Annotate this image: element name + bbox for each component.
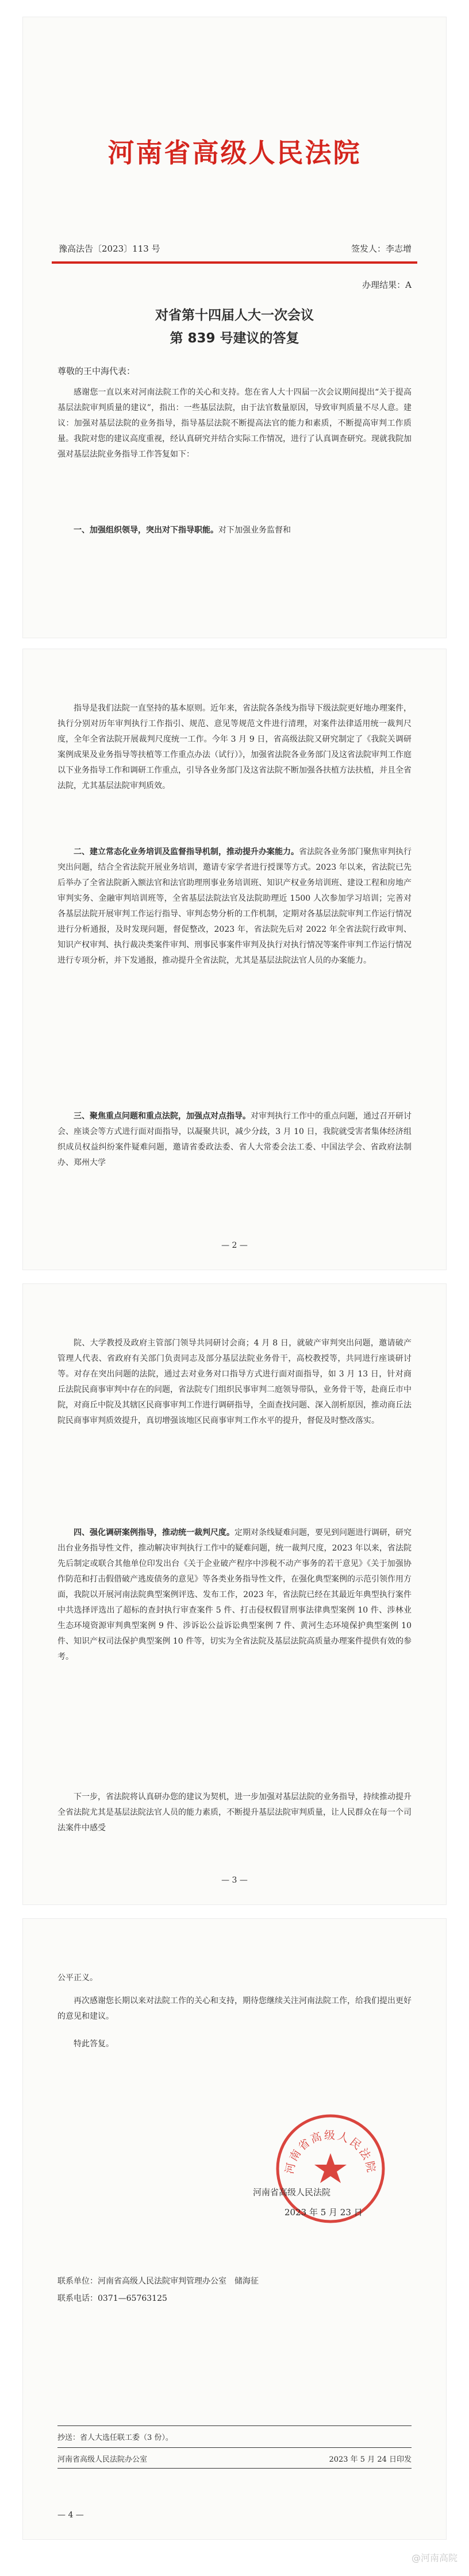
reply-title-line-2: 第 839 号建议的答复 — [170, 331, 299, 346]
issuing-office: 河南省高级人民法院办公室 — [57, 2455, 148, 2464]
seal-lettering: 河南省高级人民法院 — [283, 2129, 378, 2176]
section-3-text: 对审判执行工作中的重点问题，通过召开研讨会、座谈会等方式进行面对面指导，以凝聚共识，减少分歧，3 月 10 日，我院就受害者集体经济组织成员权益纠纷案件疑难问题，邀请省委政法委、省人大常委会法工委、中国法学会、省政府法制办、郑州大学 — [57, 1112, 412, 1167]
section-2-heading: 二、建立常态化业务培训及监督指导机制，推动提升办案能力。 — [74, 847, 299, 857]
signer: 签发人：李志增 — [351, 244, 412, 254]
section-4 — [57, 1525, 412, 1665]
page-number-2: — 2 — — [221, 1241, 248, 1250]
document-number: 豫高法告〔2023〕113 号 — [59, 244, 160, 254]
cc-bottom-rule — [57, 2468, 412, 2469]
reply-date: 2023 年 5 月 23 日 — [285, 2207, 363, 2218]
closing-phrase-text: 特此答复。 — [74, 2039, 114, 2049]
watermark: @河南高院 — [411, 2552, 458, 2563]
section-1-continued — [57, 701, 412, 794]
closing-phrase — [57, 2037, 412, 2052]
issuing-organization: 河南省高级人民法院 — [253, 2187, 331, 2197]
page-1 — [23, 17, 446, 638]
section-3-continued-text: 院、大学教授及政府主管部门领导共同研讨会商；4 月 8 日，就破产审判突出问题，邀请破产管理人代表、省政府有关部门负责同志及部分基层法院业务骨干，高校教授等，共同进行座谈研讨等。对存在突出问题的法院，通过去对业务对口指导方式进行面对面指导，如 3 月 13 日，针对商丘法院民商事审判中存在的问题，省法院专门组织民事审判二庭领导带队，业务骨干等，赴商丘市中院，对商丘中院及其辖区民商事审判工作进行调研指导，全面查找问题、深入剖析原因，推动商丘法院民商事审判质效提升，真切增强该地区民商事审判工作水平的提升，督促及时整改落实。 — [57, 1339, 412, 1425]
section-2 — [57, 844, 412, 969]
section-1-continued-text: 指导是我们法院一直坚持的基本原则。近年来，省法院各条线为指导下级法院更好地办理案件，执行分别对历年审判执行工作指引、规范、意见等规范文件进行清理，对案件法律适用统一裁判尺度，全年全省法院开展裁判尺度统一工作。今年 3 月 9 日，省高级法院又研究制定了《我院关调研案例成果及业务指导等扶植等工作重点办法（试行）》，加强省法院各业务部门及这省法院审判工作庭以下业务指导工作和调研工作重点，引导各业务部门及这省法院不断加强各扶植方法扶植，并且全省法院，尤其基层法院审判质效。 — [57, 704, 412, 790]
closing-fragment-text: 公平正义。 — [57, 1973, 98, 1983]
page-3 — [23, 1284, 446, 1904]
cc-line: 抄送：省人大选任联工委（3 份）。 — [57, 2434, 173, 2442]
contact-phone: 联系电话：0371—65763125 — [57, 2294, 167, 2303]
salutation: 尊敬的王中海代表： — [57, 366, 136, 376]
section-3-continued — [57, 1336, 412, 1429]
intro-text: 感谢您一直以来对河南法院工作的关心和支持。您在省人大十四届一次会议期间提出“关于提高基层法院审判质量的建议”，指出：一些基层法院，由于法官数量原因，导致审判质量不尽人意。建议：加强对基层法院的业务指导，指导基层法院不断提高法官的能力和素质，不断提高审判工作质量。我院对您的建议高度重视，经认真研究并结合实际工作情况，进行了认真调查研究。现就我院加强对基层法院业务指导工作答复如下： — [57, 388, 412, 459]
closing-fragment — [57, 1970, 412, 1986]
next-steps-paragraph — [57, 1790, 412, 1836]
cc-top-rule — [57, 2425, 412, 2426]
section-1-start — [57, 523, 412, 538]
page-2 — [23, 649, 446, 1270]
section-2-text: 省法院各业务部门聚焦审判执行突出问题，结合全省法院开展业务培训，邀请专家学者进行授课等方式。2023 年以来，省法院已先后举办了全省法院新入额法官和法官助理刑事业务培训班、知识产权业务培训班、建设工程和房地产审判实务、金融审判培训班等，全省基层法院法官及法院助理近 1500 人次参加学习培训；完善对各基层法院开展审判工作运行指导、审判态势分析的工作机制，定期对各基层法院审判工作运行情况进行分析通报，及时发现问题，督促整改，2023 年，省法院先后对 2022 年全省法院行政审判、知识产权审判、执行裁决类案件审判、刑事民事案件审判及执行对执行情况等案件审判工作运行情况进行专项分析，并下发通报，推动提升全省法院，尤其是基层法院法官人员的办案能力。 — [57, 847, 412, 965]
next-steps-text: 下一步，省法院将认真研办您的建议为契机，进一步加强对基层法院的业务指导，持续推动提升全省法院尤其是基层法院法官人员的能力素质，不断提升基层法院审判质量，让人民群众在每一个司法案件中感受 — [57, 1792, 412, 1833]
intro-paragraph — [57, 385, 412, 462]
court-name-header: 河南省高级人民法院 — [107, 137, 362, 168]
page-4 — [23, 1919, 446, 2539]
section-3-heading: 三、聚焦重点问题和重点法院，加强点对点指导。 — [74, 1112, 251, 1121]
section-4-text: 定期对条线疑难问题，要见到问题进行调研，研究出台业务指导性文件，推动解决审判执行工作中的疑难问题，统一裁判尺度，2023 年以来，省法院先后制定或联合其他单位印发出台《关于企业破产程序中涉税不动产事务的若干意见》《关于加强协作防范和打击假借破产逃废债务的意见》等各类业务指导性文件，在强化典型案例的示范引领作用方面，我院以开展河南法院典型案例评选、发布工作，2023 年，省法院已经在其最近年典型执行案件中共选择评选出了超标的查封执行审查案件 5 件、打击侵权假冒刑事法律典型案例 10 件、涉林业生态环境资源审判典型案例 9 件、涉诉讼公益诉讼典型案例 7 件、黄河生态环境保护典型案例 10 件、知识产权司法保护典型案例 10 件等，切实为全省法院及基层法院高质量办理案件提供有效的参考。 — [57, 1528, 412, 1661]
section-4-heading: 四、强化调研案例指导，推动统一裁判尺度。 — [74, 1528, 234, 1537]
issue-date: 2023 年 5 月 24 日印发 — [329, 2455, 412, 2464]
section-3 — [57, 1109, 412, 1171]
thanks-paragraph — [57, 1993, 412, 2024]
cc-middle-rule — [57, 2447, 412, 2448]
section-1-heading: 一、加强组织领导，突出对下指导职能。 — [74, 526, 218, 535]
result-grade: 办理结果：A — [362, 280, 412, 290]
thanks-text: 再次感谢您长期以来对法院工作的关心和支持，期待您继续关注河南法院工作，给我们提出更好的意见和建议。 — [57, 1996, 412, 2021]
red-divider — [52, 261, 417, 264]
reply-title-line-1: 对省第十四届人大一次会议 — [155, 308, 314, 323]
section-1-text: 对下加强业务监督和 — [218, 526, 291, 535]
contact-unit: 联系单位：河南省高级人民法院审判管理办公室 储海征 — [57, 2277, 259, 2286]
page-number-3: — 3 — — [221, 1876, 248, 1885]
page-number-4: — 4 — — [57, 2511, 84, 2520]
